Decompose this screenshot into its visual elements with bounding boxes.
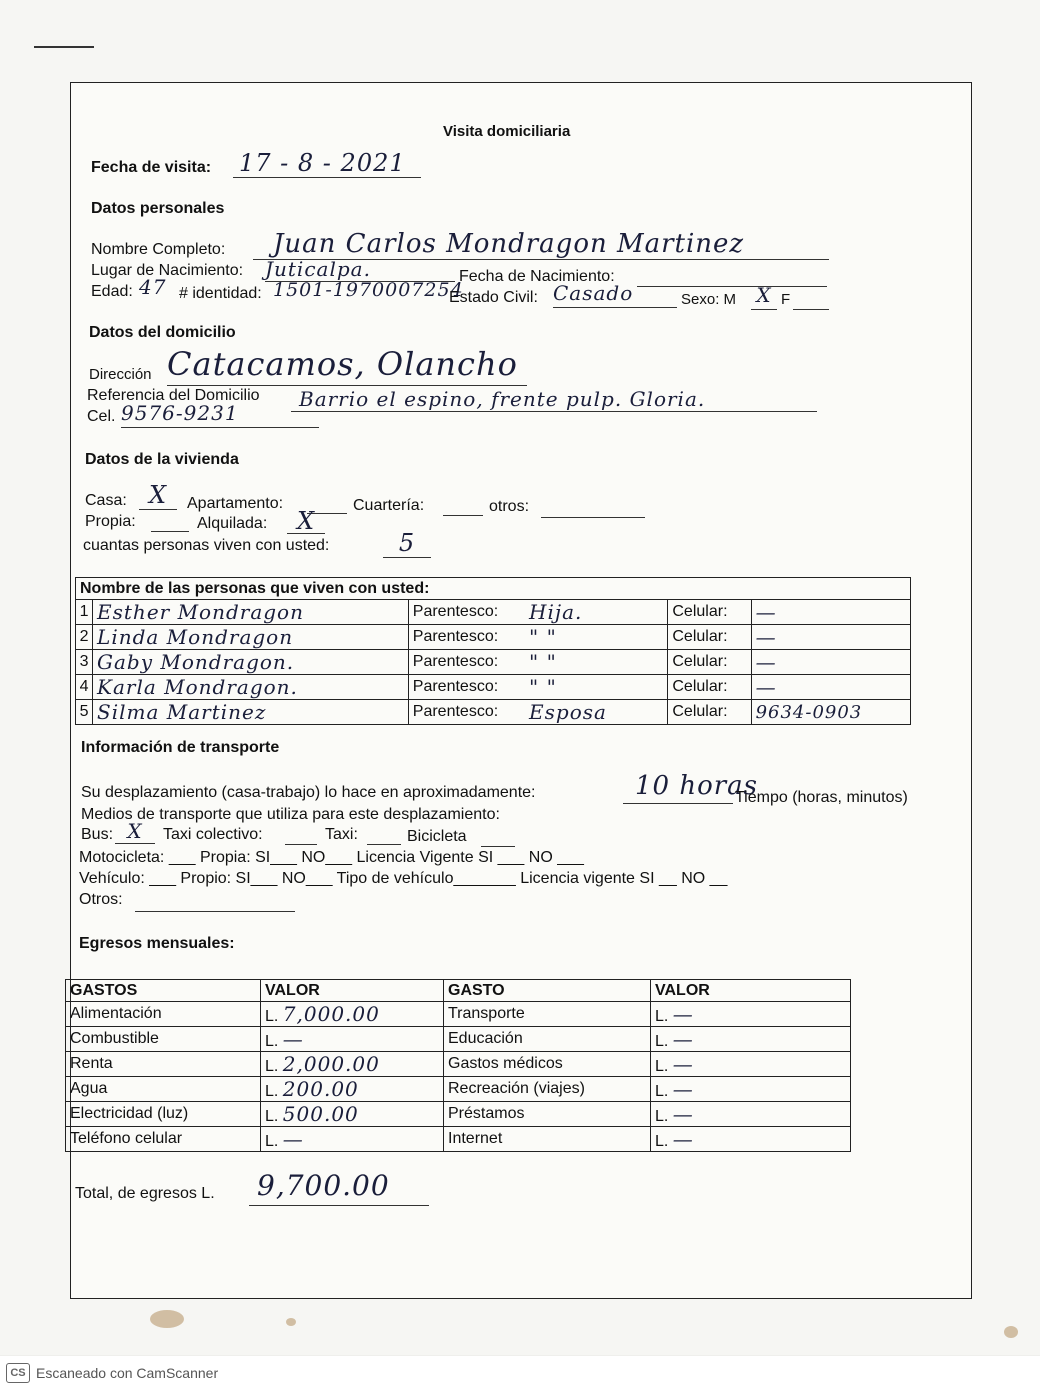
referencia-value: Barrio el espino, frente pulp. Gloria.: [299, 387, 706, 411]
celular-value: —: [751, 600, 910, 625]
gasto-value-cell: [261, 1002, 444, 1027]
cuarteria-field: [443, 497, 483, 516]
personas-count-label: cuantas personas viven con usted:: [83, 537, 330, 554]
row-number: 5: [76, 700, 93, 725]
table-row: [66, 1102, 851, 1127]
form-title: Visita domiciliaria: [443, 123, 571, 140]
person-name: Silma Martinez: [93, 700, 409, 725]
stain: [150, 1310, 184, 1328]
celular-label: Celular:: [668, 675, 751, 700]
total-egresos-field: [249, 1169, 429, 1206]
taxi-label: Taxi:: [325, 826, 358, 843]
motocicleta-line: Motocicleta: ___ Propia: SI___ NO___ Licencia Vigente SI ___ NO ___: [79, 849, 584, 866]
personas-count-value: 5: [383, 529, 431, 558]
stain: [1004, 1326, 1018, 1338]
apartamento-label: Apartamento:: [187, 495, 284, 512]
egresos-heading: Egresos mensuales:: [79, 935, 235, 952]
gasto-name: Teléfono celular: [66, 1127, 261, 1152]
otros-vivienda-label: otros:: [489, 498, 530, 515]
direccion-label: Dirección: [89, 366, 152, 383]
parentesco-label: Parentesco:: [408, 625, 525, 650]
vehiculo-line: Vehículo: ___ Propio: SI___ NO___ Tipo de vehículo_______ Licencia vigente SI __ NO __: [79, 870, 728, 887]
parentesco-label: Parentesco:: [408, 650, 525, 675]
celular-label: Celular:: [668, 625, 751, 650]
transporte-heading: Información de transporte: [81, 739, 280, 756]
person-name: Esther Mondragon: [93, 600, 409, 625]
desplazamiento-field: [623, 771, 759, 804]
currency: L.: [655, 1108, 669, 1125]
currency: L.: [265, 1108, 279, 1125]
gasto-name: Alimentación: [66, 1002, 261, 1027]
gasto-name: Préstamos: [444, 1102, 651, 1127]
gasto-value-cell: [651, 1052, 851, 1077]
bus-mark: X: [115, 819, 155, 844]
fecha-visita-label: Fecha de visita:: [91, 159, 212, 176]
fecha-visita-field: [233, 149, 421, 178]
row-number: 2: [76, 625, 93, 650]
medios-label: Medios de transporte que utiliza para este desplazamiento:: [81, 806, 500, 823]
gasto-value: —: [672, 1052, 694, 1076]
taxi-field: [367, 826, 401, 845]
alquilada-mark: X: [287, 507, 325, 534]
gasto-value-cell: [261, 1127, 444, 1152]
gasto-value: 200.00: [282, 1077, 359, 1101]
parentesco-label: Parentesco:: [408, 675, 525, 700]
nombre-value: Juan Carlos Mondragon Martinez: [273, 229, 745, 259]
casa-label: Casa:: [85, 492, 127, 509]
sexo-f-field: [793, 291, 829, 310]
sexo-mark: X: [751, 283, 777, 310]
datos-domicilio-heading: Datos del domicilio: [89, 324, 236, 341]
currency: L.: [655, 1133, 669, 1150]
gasto-value-cell: [651, 1102, 851, 1127]
sexo-f-label: F: [781, 291, 791, 308]
table-row: [66, 1052, 851, 1077]
gasto-value: 500.00: [282, 1102, 359, 1126]
currency: L.: [265, 1008, 279, 1025]
fecha-nac-label: Fecha de Nacimiento:: [459, 268, 615, 285]
personas-table: [75, 577, 911, 725]
table-row: [66, 1002, 851, 1027]
casa-mark: X: [139, 481, 177, 510]
bicicleta-label: Bicicleta: [407, 828, 467, 845]
celular-value: 9634-0903: [751, 700, 910, 725]
row-number: 3: [76, 650, 93, 675]
parentesco-value: " ": [525, 650, 668, 675]
person-name: Linda Mondragon: [93, 625, 409, 650]
cel-label: Cel.: [87, 408, 116, 425]
gasto-name: Transporte: [444, 1002, 651, 1027]
celular-value: —: [751, 675, 910, 700]
gasto-name: Educación: [444, 1027, 651, 1052]
bus-label: Bus:: [81, 826, 114, 843]
currency: L.: [265, 1033, 279, 1050]
gasto-name: Internet: [444, 1127, 651, 1152]
gasto-value-cell: [651, 1002, 851, 1027]
celular-label: Celular:: [668, 650, 751, 675]
celular-value: —: [751, 625, 910, 650]
otros-vivienda-field: [541, 499, 645, 518]
camscanner-footer: [0, 1356, 1040, 1389]
parentesco-value: " ": [525, 625, 668, 650]
taxi-colectivo-label: Taxi colectivo:: [163, 826, 263, 843]
celular-value: —: [751, 650, 910, 675]
row-number: 1: [76, 600, 93, 625]
col-gasto-header: GASTO: [444, 980, 651, 1002]
cuarteria-label: Cuartería:: [353, 497, 425, 514]
col-gastos-header: GASTOS: [66, 980, 261, 1002]
person-name: Karla Mondragon.: [93, 675, 409, 700]
gasto-name: Gastos médicos: [444, 1052, 651, 1077]
table-row: [66, 1027, 851, 1052]
desplazamiento-value: 10 horas: [635, 771, 759, 801]
gasto-value: —: [672, 1127, 694, 1151]
gasto-value: 2,000.00: [282, 1052, 380, 1076]
parentesco-value: Esposa: [525, 700, 668, 725]
otros-transporte-label: Otros:: [79, 891, 123, 908]
currency: L.: [265, 1133, 279, 1150]
col-valor-header: VALOR: [261, 980, 444, 1002]
person-name: Gaby Mondragon.: [93, 650, 409, 675]
personas-header: Nombre de las personas que viven con usted:: [76, 578, 911, 600]
referencia-field: [291, 387, 817, 412]
camscanner-text: Escaneado con CamScanner: [36, 1364, 219, 1381]
table-row: [76, 625, 911, 650]
gasto-name: Combustible: [66, 1027, 261, 1052]
total-egresos-value: 9,700.00: [257, 1169, 390, 1202]
gasto-name: Electricidad (luz): [66, 1102, 261, 1127]
fecha-visita-value: 17 - 8 - 2021: [239, 149, 406, 177]
gasto-value-cell: [651, 1027, 851, 1052]
currency: L.: [265, 1058, 279, 1075]
lugar-value: Juticalpa.: [265, 257, 371, 281]
egresos-table: [65, 979, 851, 1152]
table-row: [66, 1077, 851, 1102]
gasto-value: —: [672, 1027, 694, 1051]
currency: L.: [655, 1008, 669, 1025]
gasto-value-cell: [261, 1052, 444, 1077]
edad-label: Edad:: [91, 283, 133, 300]
parentesco-value: Hija.: [525, 600, 668, 625]
referencia-label: Referencia del Domicilio: [87, 387, 260, 404]
total-egresos-label: Total, de egresos L.: [75, 1185, 215, 1202]
table-row: [76, 700, 911, 725]
table-row: [76, 650, 911, 675]
gasto-name: Renta: [66, 1052, 261, 1077]
col-valor2-header: VALOR: [651, 980, 851, 1002]
parentesco-label: Parentesco:: [408, 600, 525, 625]
parentesco-label: Parentesco:: [408, 700, 525, 725]
direccion-field: [167, 345, 527, 386]
stain: [286, 1318, 296, 1326]
nombre-field: [253, 229, 829, 260]
cel-value: 9576-9231: [121, 401, 239, 425]
gasto-value: —: [672, 1102, 694, 1126]
datos-personales-heading: Datos personales: [91, 200, 225, 217]
identidad-value: 1501-1970007254: [273, 279, 464, 301]
datos-vivienda-heading: Datos de la vivienda: [85, 451, 239, 468]
gasto-name: Recreación (viajes): [444, 1077, 651, 1102]
estado-civil-field: [553, 281, 677, 308]
otros-transporte-field: [135, 893, 295, 912]
celular-label: Celular:: [668, 600, 751, 625]
celular-label: Celular:: [668, 700, 751, 725]
lugar-label: Lugar de Nacimiento:: [91, 262, 244, 279]
bicicleta-field: [481, 828, 515, 847]
gasto-value-cell: [651, 1127, 851, 1152]
estado-civil-label: Estado Civil:: [449, 289, 538, 306]
gasto-name: Agua: [66, 1077, 261, 1102]
parentesco-value: " ": [525, 675, 668, 700]
propia-field: [151, 515, 189, 532]
stray-mark: [34, 46, 94, 48]
tiempo-label: Tiempo (horas, minutos): [735, 789, 908, 806]
estado-civil-value: Casado: [553, 281, 634, 305]
form-frame: [70, 82, 972, 1299]
table-row: [66, 1127, 851, 1152]
camscanner-logo-icon: CS: [6, 1363, 30, 1383]
gasto-value-cell: [261, 1077, 444, 1102]
gasto-value: 7,000.00: [282, 1002, 380, 1026]
gasto-value: —: [672, 1002, 694, 1026]
cel-field: [121, 401, 319, 428]
currency: L.: [655, 1058, 669, 1075]
gasto-value-cell: [261, 1027, 444, 1052]
gasto-value-cell: [651, 1077, 851, 1102]
currency: L.: [655, 1083, 669, 1100]
sexo-m-label: Sexo: M: [681, 291, 737, 308]
alquilada-label: Alquilada:: [197, 515, 268, 532]
egresos-header-row: [66, 980, 851, 1002]
nombre-label: Nombre Completo:: [91, 241, 226, 258]
currency: L.: [265, 1083, 279, 1100]
currency: L.: [655, 1033, 669, 1050]
propia-label: Propia:: [85, 513, 136, 530]
gasto-value: —: [672, 1077, 694, 1101]
gasto-value: —: [282, 1027, 304, 1051]
direccion-value: Catacamos, Olancho: [167, 345, 518, 383]
identidad-label: # identidad:: [179, 285, 262, 302]
gasto-value: —: [282, 1127, 304, 1151]
edad-value: 47: [139, 275, 167, 299]
table-row: [76, 675, 911, 700]
personas-table-header: [76, 578, 911, 600]
desplazamiento-label: Su desplazamiento (casa-trabajo) lo hace en aproximadamente:: [81, 784, 536, 801]
taxi-colectivo-field: [285, 826, 317, 845]
gasto-value-cell: [261, 1102, 444, 1127]
table-row: [76, 600, 911, 625]
row-number: 4: [76, 675, 93, 700]
